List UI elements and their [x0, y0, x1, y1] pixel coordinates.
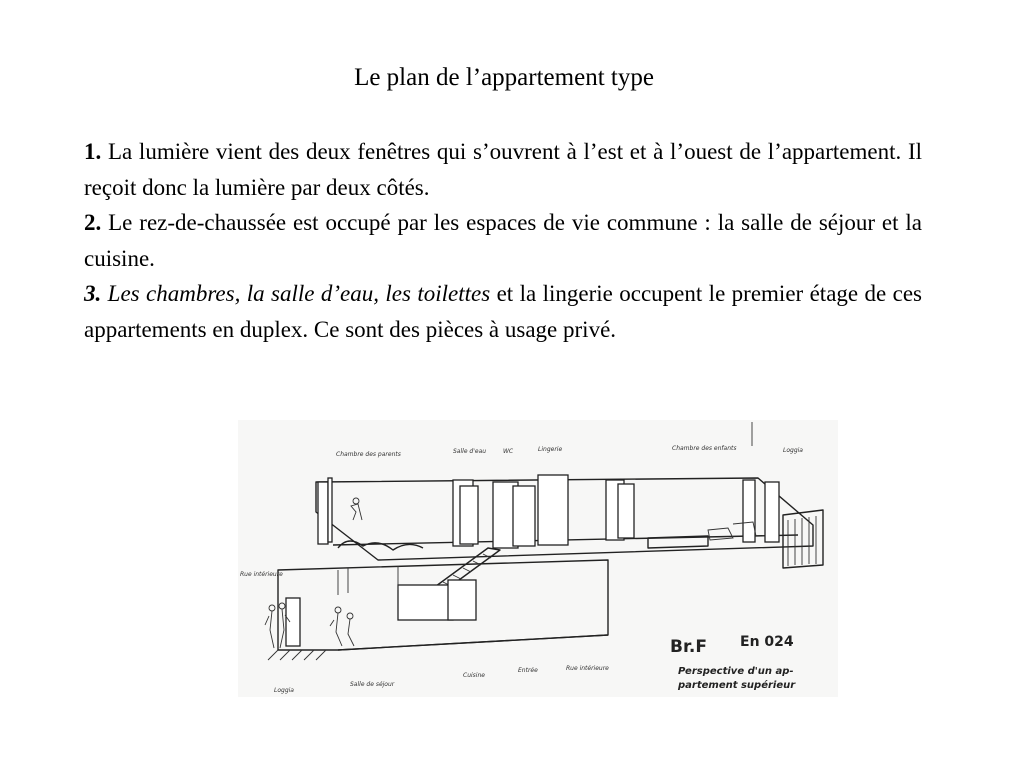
label-chambre-enfants: Chambre des enfants: [672, 445, 737, 452]
paragraph-2: [84, 205, 922, 276]
paragraph-text: La lumière vient des deux fenêtres qui s’ouvrent à l’est et à l’ouest de l’appartement. Il reçoit donc la lumière par deux côtés.: [84, 139, 922, 200]
stamp-code-1: Br.F: [670, 637, 707, 657]
paragraph-number: 2.: [84, 210, 102, 235]
kitchen-block: [398, 585, 453, 620]
loggia: [783, 510, 823, 568]
caption-line-2: partement supérieur: [678, 680, 796, 691]
paragraph-number: 1.: [84, 139, 102, 164]
label-salle-sejour: Salle de séjour: [350, 681, 395, 688]
kitchen-block: [448, 580, 476, 620]
body-text: [84, 134, 922, 347]
wall: [743, 480, 755, 542]
paragraph-text: Le rez-de-chaussée est occupé par les espaces de vie commune : la salle de séjour et la cuisine.: [84, 210, 922, 271]
paragraph-1: [84, 134, 922, 205]
label-loggia-top: Loggia: [783, 447, 803, 454]
wall: [286, 598, 300, 646]
page-title: Le plan de l’appartement type: [354, 64, 654, 91]
wall: [513, 486, 535, 546]
label-lingerie: Lingerie: [538, 446, 563, 453]
label-wc: WC: [503, 448, 514, 455]
label-salle-eau: Salle d'eau: [453, 448, 487, 455]
ground-hatch: [268, 650, 326, 660]
paragraph-3: [84, 276, 922, 347]
stamp-code-2: En 024: [740, 634, 794, 650]
bed: [338, 541, 423, 550]
label-loggia-bottom: Loggia: [274, 687, 294, 694]
label-chambre-parents: Chambre des parents: [336, 451, 401, 458]
paragraph-text: et la lingerie occupent le premier étage de ces appartements en duplex. Ce sont des pièces à usage privé.: [84, 281, 923, 342]
caption-line-1: Perspective d'un ap-: [678, 666, 794, 677]
apartment-perspective-drawing: [238, 420, 838, 697]
person: [351, 504, 362, 520]
person: [353, 498, 359, 504]
wall: [328, 478, 332, 542]
wall: [618, 484, 634, 538]
drawing-svg: [238, 420, 838, 697]
wall: [765, 482, 779, 542]
label-rue-interieure: Rue intérieure: [240, 571, 283, 578]
label-entree: Entrée: [518, 667, 538, 674]
label-cuisine: Cuisine: [463, 672, 485, 679]
wall: [318, 482, 328, 544]
label-rue-interieure-bottom: Rue intérieure: [566, 665, 609, 672]
wall: [460, 486, 478, 544]
wall: [538, 475, 568, 545]
paragraph-number: 3.: [84, 281, 102, 306]
furniture: [708, 528, 733, 540]
lower-floor-edge: [338, 635, 608, 650]
hanging-lines: [338, 566, 398, 595]
paragraph-italic-text: Les chambres, la salle d’eau, les toilettes: [101, 281, 491, 306]
